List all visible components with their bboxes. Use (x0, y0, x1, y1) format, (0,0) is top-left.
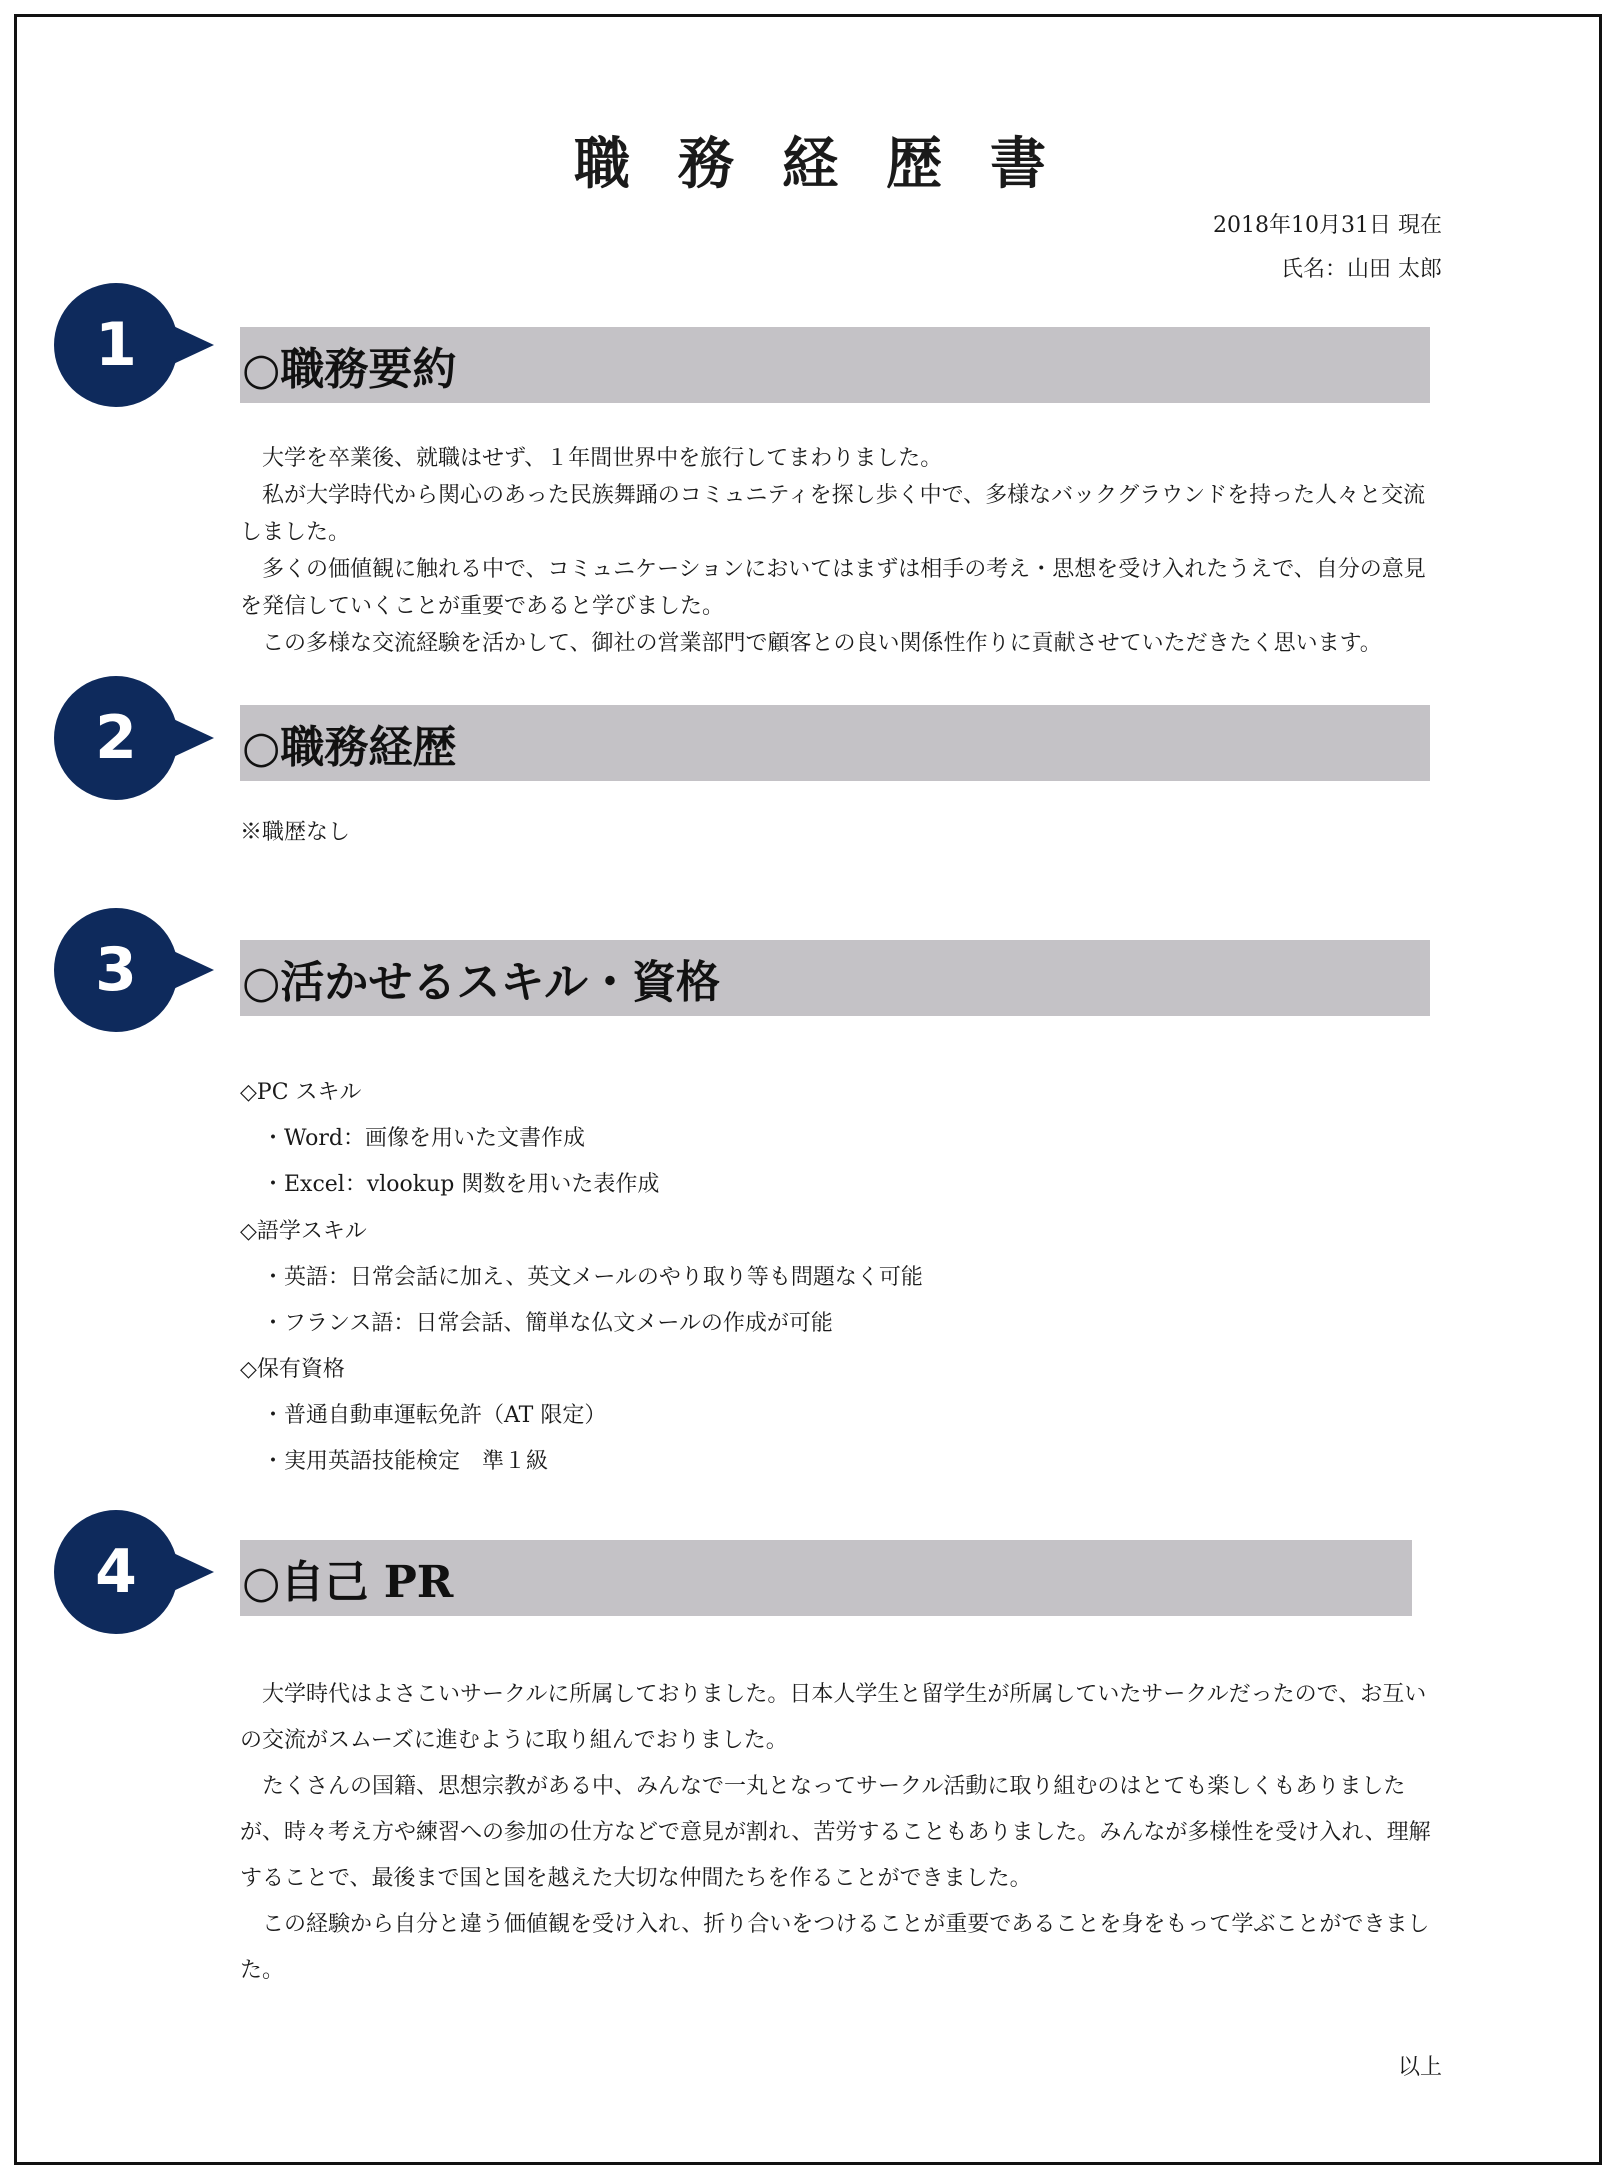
summary-paragraph: この多様な交流経験を活かして、御社の営業部門で顧客との良い関係性作りに貢献させていただきたく思います。 (262, 631, 1382, 656)
section-badge-4 (54, 1510, 178, 1634)
section-badge-3 (54, 908, 178, 1032)
summary-paragraph: 多くの価値観に触れる中で、コミュニケーションにおいてはまずは相手の考え・思想を受け入れたうえで、自分の意見を発信していくことが重要であると学びました。 (240, 557, 1426, 619)
section-heading-summary: ○職務要約 (240, 327, 1430, 403)
document-date: 2018年10月31日 現在 (1213, 213, 1442, 238)
section-heading-skills: ○活かせるスキル・資格 (240, 940, 1430, 1016)
language-skill-item: ・英語：日常会話に加え、英文メールのやり取り等も問題なく可能 (262, 1265, 923, 1290)
certification-item: ・実用英語技能検定 準１級 (262, 1449, 549, 1474)
self-pr-paragraph: この経験から自分と違う価値観を受け入れ、折り合いをつけることが重要であることを身をもって学ぶことができました。 (240, 1912, 1430, 1983)
language-skill-item: ・フランス語：日常会話、簡単な仏文メールの作成が可能 (262, 1311, 833, 1336)
self-pr-paragraph: たくさんの国籍、思想宗教がある中、みんなで一丸となってサークル活動に取り組むのはとても楽しくもありましたが、時々考え方や練習への参加の仕方などで意見が割れ、苦労することもありました。みんなが多様性を受け入れ、理解することで、最後まで国と国を越えた大切な仲間たちを作ることができました。 (240, 1774, 1431, 1891)
certification-item: ・普通自動車運転免許（AT 限定） (262, 1403, 607, 1428)
pc-skill-title: ◇PC スキル (240, 1080, 362, 1105)
section-heading-self-pr: ○自己 PR (240, 1540, 1412, 1616)
section-badge-2 (54, 676, 178, 800)
pc-skill-item: ・Word：画像を用いた文書作成 (262, 1126, 585, 1151)
language-skill-title: ◇語学スキル (240, 1219, 367, 1244)
pc-skill-item: ・Excel：vlookup 関数を用いた表作成 (262, 1172, 660, 1197)
closing-text: 以上 (1397, 2055, 1442, 2080)
summary-body (240, 440, 1440, 662)
summary-paragraph: 大学を卒業後、就職はせず、１年間世界中を旅行してまわりました。 (262, 446, 943, 471)
section-badge-1 (54, 283, 178, 407)
document-title: 職務経歴書 (574, 131, 1094, 197)
badge-number: 4 (95, 1537, 137, 1607)
badge-number: 3 (95, 935, 137, 1005)
section-heading-history: ○職務経歴 (240, 705, 1430, 781)
badge-number: 2 (95, 703, 137, 773)
certification-title: ◇保有資格 (240, 1357, 345, 1382)
badge-number: 1 (95, 310, 137, 380)
applicant-name: 氏名：山田 太郎 (1281, 257, 1442, 282)
self-pr-body (240, 1672, 1440, 1994)
history-note: ※職歴なし (240, 820, 351, 845)
self-pr-paragraph: 大学時代はよさこいサークルに所属しておりました。日本人学生と留学生が所属していたサークルだったので、お互いの交流がスムーズに進むように取り組んでおりました。 (240, 1682, 1427, 1753)
summary-paragraph: 私が大学時代から関心のあった民族舞踊のコミュニティを探し歩く中で、多様なバックグラウンドを持った人々と交流しました。 (240, 483, 1426, 545)
